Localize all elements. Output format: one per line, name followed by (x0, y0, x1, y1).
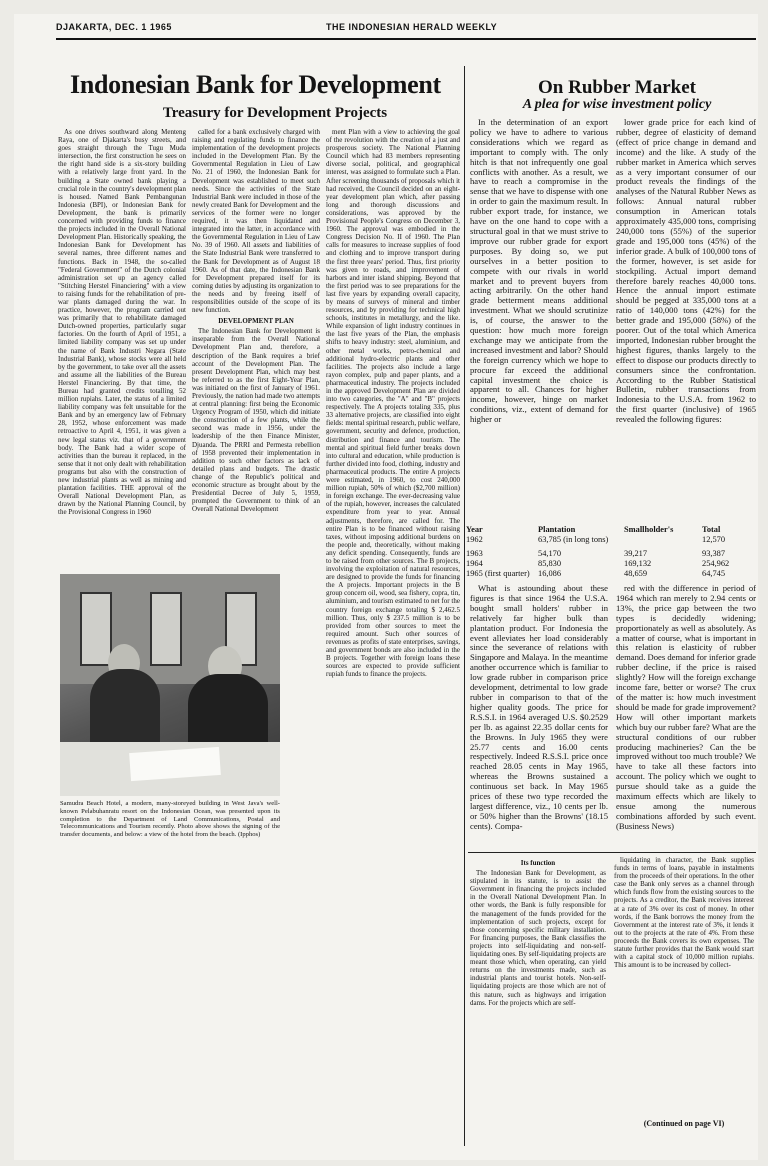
hotel-signing-photo (60, 574, 280, 796)
table-row: 1962 63,785 (in long tons) 12,570 (466, 535, 726, 544)
bank-column-1 (58, 128, 186, 570)
rubber-column-b (616, 118, 756, 518)
bank-col1-text: As one drives southward along Menteng Raya, one of Djakarta's busy streets, and goes straight through the Tugu Muda intersection, the first construction he sees on the right hand side is a six-story building with a relatively large front yard. In the building a State owned bank playing a crucial role in the country's development plan is housed. Named Bank Pembangunan Indonesia (BPI), or Indonesian Bank for Development, the bank is primarily concerned with providing funds to finance the projects included in the Overall National Development Plan. Historically speaking, the Indonesian Bank for Development has several names, three different names and functions. Back in 1948, the so-called "Federal Government" of the Dutch colonial administration set up an agency called "Stitching Herstel Financiering" with a view to raising funds for the rehabilitation of pre-war plants damaged during the war. In practice, however, the program carried out was primarily that to rehabilitate damaged Dutch-owned properties, particularly sugar factories. On the fourth of April of 1951, a limited liability company was set up under the name of Bank Industri Negara (State Industrial Bank), whose stocks were all held by the government, to take over all the assets and assume all the liabilities of the Bureau Herstel Financiering. By that time, the Bureau had granted credits totalling 52 million rupiahs. Later, the status of a limited liability company was felt unsuitable for the Bank and by an emergency law of February 28, 1952, whose enforcement was made retroactive to April 4, 1951, it was given a new legal status viz. that of a government body. The Bank had a wider scope of activities than the bureau it replaced, in the sense that it not only dealt with rehabilitation programs but also with the construction of new industrial plants as well as mining and plantation facilities. THE approval of the Overall National Development Plan, as drawn by the National Planning Council, by the Provisional Congress in 1960 (58, 128, 186, 517)
rubber-col-a-text: In the determination of an export policy we have to adhere to various considerations which we regard as important to comply with. The only hitch is that not infrequently one goal conflicts with another. As a result, we have to reach a compromise in the sense that we have to dispense with one in order to gain the maximum result. In rubber export trade, for instance, we have on the one hand to cope with a structural goal in that we must strive to improve our rubber grade for export purposes. By doing so, we put ourselves in a better position to compete with our rivals in world market and to prevent buyers from acting arbitrarily. On the other hand grade betterment means additional investment. What we should scrutinize is, of course, the answer to the question: how much more foreign exchange may we anticipate from the increased investment and labor? Should the foreign currency which we hope to procure far exceed the additional capital investment the choice is apparent to all. Chances for higher income, however, hinge on market conditions, viz., extent of demand for higher or (470, 118, 608, 425)
rubber-column-c (470, 584, 608, 848)
development-plan-heading: DEVELOPMENT PLAN (218, 317, 294, 326)
dateline: DJAKARTA, DEC. 1 1965 (56, 22, 172, 32)
continued-note: (Continued on page VI) (643, 1120, 725, 1128)
rubber-col-b-text: lower grade price for each kind of rubber, degree of elasticity of demand (effect of price change in demand and income) and the like. A study of the rubber market in America which serves as a very important consumer of our product reveals the findings of the analyses of the Natural Rubber News as follows: Annual natural rubber consumption in American totals approximately 435,000 tons, comprising 240,000 tons (55%) of the superior grade and 195,000 tons (45%) of the inferior grade. A bulk of 100,000 tons of the former, however, is set aside for stockpiling. Actual import demand therefore barely reaches 40,000 tons. Hence the annual import estimate should be pegged at 335,000 tons at a ratio of 140,000 tons (42%) for the better grade and 195,000 (58%) of the poorer. Out of the total which America imported, Indonesian rubber brought the highest figures, thanks largely to the effect to dispose our products directly to consumers since the confrontation. According to the Rubber Statistical Bulletin, rubber transactions from Indonesia to the U.S.A. from 1962 to the first quarter (inclusive) of 1965 revealed the following figures: (616, 118, 756, 425)
bank-function-text: The Indonesian Bank for Development, as stipulated in its statute, is to assist the Government in financing the projects included in the Overall National Development Plan. In other words, the Bank is fully responsible for the management of the funds provided for the implementation of such projects, except for those concerning specific military installation. For financing purposes, the Bank classifies the projects into self-liquidating and non-self-liquidating ones. By self-liquidating projects are meant those which, when operating, can yield returns on the investments made, such as industrial plants and tourist hotels. Non-self-liquidating projects are those which are not of this nature, such as highways and irrigation dams. For the projects which are self- (470, 869, 606, 1007)
rubber-subheadline: A plea for wise investment policy (522, 97, 712, 112)
bank-column-2 (192, 128, 320, 570)
photo-caption: Samudra Beach Hotel, a modern, many-storeyed building in West Java's well-known Pelabuhanratu resort on the Indonesian Ocean, was presented upon its completion to the Department of Land Communications, Postal and Telecommunications and Tourism recently. Photo above shows the signing of the transfer documents, and below: a view of the hotel from the beach. (Ipphos) (60, 800, 280, 839)
running-header (56, 22, 756, 36)
bank-column-3 (326, 128, 460, 1138)
bank-function-column (470, 856, 606, 1146)
column-divider (464, 66, 465, 1146)
bank-col2b-text: The Indonesian Bank for Development is inseparable from the Overall National Development Plan and, therefore, a description of the Bank requires a brief account of the Development Plan. The present Development Plan, which may best be referred to as the first Eight-Year Plan, was initiated on the first of January of 1961. Previously, the nation had made two attempts at central planning: first being the Economic Urgency Program of 1950, which did initiate the construction of a few plants, while the second was made in 1956, under the leadership of the then Finance Minister, Djuanda. The PRRI and Permesta rebellion of 1958 prevented their implementation in addition to such other factors as lack of detailed plans and budgets. The drastic change of the Republic's political and economic structure as brought about by the Presidential Decree of July 5, 1959, prompted the Government to think of an Overall National Development (192, 327, 320, 514)
table-row: 1965 (first quarter) 16,086 48,659 64,745 (466, 569, 726, 578)
bank-function-text-2: liquidating in character, the Bank supplies funds in terms of loans, payable in instalments from the proceeds of their operations. In the other case the Bank only serves as a channel through which funds flow from the existing sources to the projects. As a creditor, the Bank receives interest at a rate of 3% over its cost of money. In other words, if the Bank borrows the money from the Government at the interest rate of 3%, it lends it out to the projects at the rate of 4%. From these proceeds the Bank covers its own expenses. The statute further provides that the Bank would start with a capital stock of 10,000 million rupiahs. This amount is to be increased by collect- (614, 856, 754, 970)
rubber-headline: On Rubber Market (538, 77, 696, 98)
table-row: 1964 85,830 169,132 254,962 (466, 559, 730, 568)
table-header-row: Year Plantation Smallholder's Total (466, 525, 721, 534)
header-rule (56, 38, 756, 40)
bank-col3-text: ment Plan with a view to achieving the goal of the revolution with the creation of a just and prosperous society. The National Planning Council which had 83 members representing diverse social, political, and geographical interest, was assigned to formulate such a Plan. After screening thousands of proposals which it had received, the Council decided on an eight-year development plan which, after passing long and thorough discussions and considerations, was approved by the Provisional People's Congress on December 3, 1960. The approval was embodied in the Congress Decision No. II of 1960. The Plan calls for measures to increase supplies of food and clothing and to improve transport during the first three years' period. Thus, first priority was given to roads, and improvement of harbors and inter island shipping. Beyond that the first period was to see preparations for the last five years by expanding overall capacity, by means of surveys of mineral and timber resources, and by providing for technical high schools, institutes in metallurgy, and the like. While expansion of light industry continues in the last five years of the Plan, the emphasis shifts to heavy industry: steel, aluminium, and other metal works, petro-chemical and additional hydro-electric plants and other facilities. The projects also include a large rayon complex, pulp and paper plants, and a pharmaceutical industry. The projects included in the approved Development Plan are divided into two categories, the "A" and "B" projects respectively. The A projects totaling 335, plus 33 alternative projects, are classified into eight fields: mental spiritual research, public welfare, government, security and defence, production, distribution and finance and tourism. The mental and spiritual field further breaks down into cultural and education, while production is further divided into food, clothing, industry and pharmaceutical products. The entire A projects were estimated, in 1960, to cost 240,000 million rupiah, 50% of which ($2,700 million) in foreign exchange. The ever-decreasing value of the rupiah, however, increases the calculated expenditure from year to year. Annual adjustments, therefore, are called for. The entire Plan is to be financed without raising taxes, without imposing additional burdens on the people and, theoretically, without making any deficit spending. Consequently, funds are to be raised from other sources. The B projects, involving the exploitation of natural resources, are designed to provide the funds for financing the A projects. Important projects in the B group concern oil, wood, sea fishery, copra, tin, aluminium, and tourism estimated to net for the country foreign exchange totaling $ 2,462.5 million. Thus, only $ 237.5 million is to be provided from other sources to meet the required amount. Such other sources of revenues as profits of state enterprises, savings, and government bonds are also included in the B projects. Together with foreign loans these sources are expected to provide sufficient rupiah funds to finance the projects. (326, 128, 460, 679)
rubber-col-c-text: What is astounding about these figures is that since 1964 the U.S.A. bought small holders' rubber in relatively far higher bulk than plantation product. For Indonesia the event alleviates her load considerably since the severance of relations with Singapore and Malaya. In the meantime another occurrence which is familiar to low grade rubber in comparison price development, detrimental to low grade rubber in comparison to that of the higher quality goods. The price for R.S.S.I. in 1964 averaged U.S. $0.2529 per lb. as against 22.35 dollar cents for the Browns. In July 1965 they were 25.77 cents and 16.00 cents respectively. Indeed R.S.S.I. price once reached 28.05 cents in May 1965, whereas the Browns sustained a continuous set back. In May 1965 prices of these two type recorded the largest difference, viz., 10 cents per lb. or 50% higher than the Browns' (18.15 cents). Compa- (470, 584, 608, 831)
table-row: 1963 54,170 39,217 93,387 (466, 549, 726, 558)
rubber-column-a (470, 118, 608, 518)
rubber-column-d (616, 584, 756, 848)
bank-function-column-2 (614, 856, 754, 1118)
section-rule (468, 852, 756, 853)
paper-name: THE INDONESIAN HERALD WEEKLY (326, 22, 498, 32)
function-heading: Its function (520, 859, 556, 867)
rubber-col-d-text: red with the difference in period of 1964 which ran merely to 2.94 cents or 13%, the price gap between the two types is decidedly widening; proportionately as well as absolutely. As a matter of course, what is important in this relation is elasticity of rubber demand. Does demand for inferior grade rubber decline, if the price is raised slightly? How will the foreign exchange income fare, better or worse? The crux of the matter is: how much investment should be made for grade improvement? How will other important markets which buy our rubber fare? What are the structural conditions of our rubber producing machineries? Can the be improved without too much trouble? We have to take all these factors into account. The policy which we ought to pursue should take as a guide the maximum effects which are likely to ensue among the numerous combinations afforded by such event. (Business News) (616, 584, 756, 831)
bank-subheadline: Treasury for Development Projects (162, 105, 388, 121)
bank-headline: Indonesian Bank for Development (70, 70, 441, 99)
rubber-transactions-table (466, 525, 756, 579)
bank-col2-text: called for a bank exclusively charged with raising and regulating funds to finance the implementation of the development projects included in the Development Plan. By the Governmental Regulation in Lieu of Law No. 21 of 1960, the Indonesian Bank for Development was established to meet such needs. Since the activities of the State Industrial Bank were included in those of the newly created Bank for Development and the services of the former were no longer required, it was then liquidated and integrated into the latter, in accordance with the Governmental Regulation in Lieu of Law No. 39 of 1960. All assets and liabilities of the State Industrial Bank were transferred to the Bank for Development as of August 18 1960. As of that date, the Indonesian Bank for Development prepared itself for its coming duties by adjusting its organization to the needs and by freeing itself of responsibilities outside of the scope of its new function. (192, 128, 320, 315)
